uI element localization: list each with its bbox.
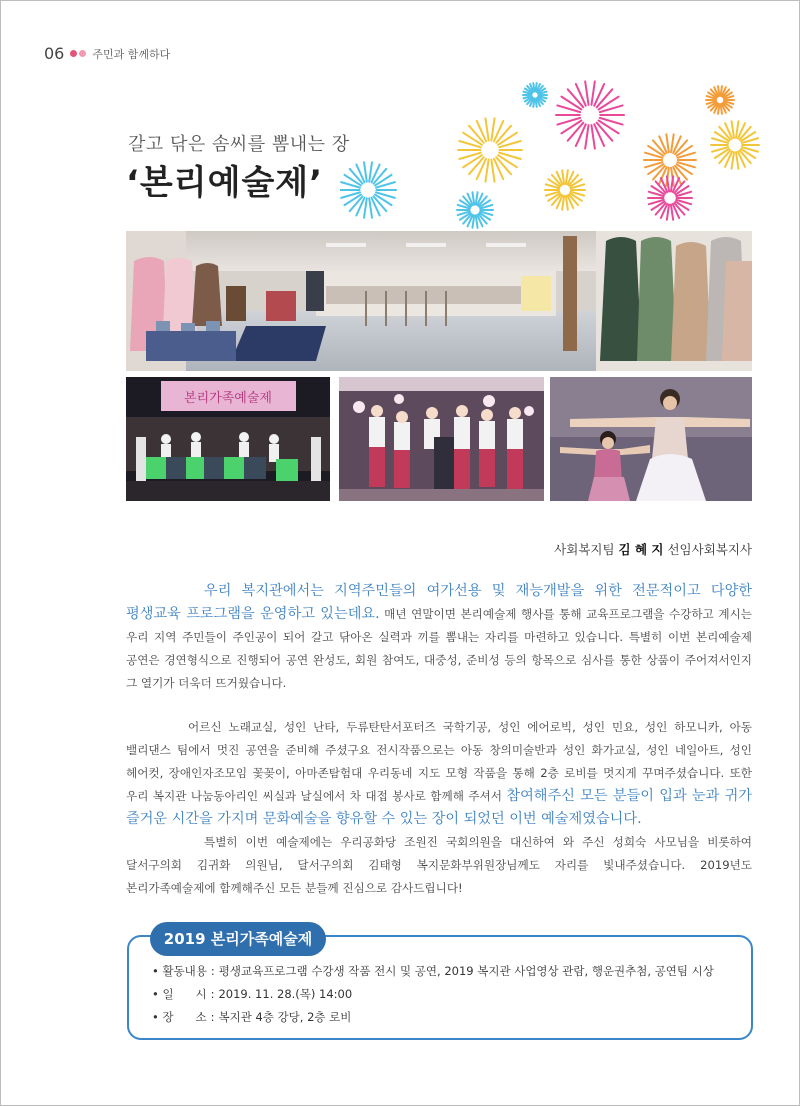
info-list	[152, 963, 714, 1032]
info-label: 일 시	[162, 987, 207, 1001]
info-item-activity: • 활동내용 : 평생교육프로그램 수강생 작품 전시 및 공연, 2019 복지관 사업영상 관람, 행운권추첨, 공연팀 시상	[152, 963, 714, 986]
paragraph-1-text: 매년 연말이면 본리예술제 행사를 통해 교육프로그램을 수강하고 계시는 우리 지역 주민들이 주인공이 되어 갈고 닦아온 실력과 끼를 뽐내는 자리를 마련하고 있습니다. 특별히 이번 본리예술제 공연은 경연형식으로 진행되어 공연 완성도, 회원 참여도, 대중성, 준비성 등의 항목으로 심사를 통한 상품이 주어져서인지 그 열기가 더욱더 뜨거웠습니다.	[126, 607, 752, 690]
paragraph-3-text: 특별히 이번 예술제에는 우리공화당 조원진 국회의원을 대신하여 와 주신 성희숙 사모님을 비롯하여 달서구의회 김귀화 의원님, 달서구의회 김태형 복지문화부위원장님께도 자리를 빛내주셨습니다. 2019년도 본리가족예술제에 함께해주신 모든 분들께 진심으로 감사드립니다!	[126, 835, 752, 895]
article-title: ‘본리예술제’	[126, 163, 324, 203]
info-value: 2019. 11. 28.(목) 14:00	[218, 987, 353, 1001]
byline-role: 선임사회복지사	[667, 542, 752, 557]
fireworks-decoration	[340, 80, 760, 230]
byline-team: 사회복지팀	[554, 542, 615, 557]
info-value: 평생교육프로그램 수강생 작품 전시 및 공연, 2019 복지관 사업영상 관람, 행운권추첨, 공연팀 시상	[218, 964, 714, 978]
page-number: 06	[44, 44, 65, 63]
info-label: 활동내용	[162, 964, 207, 978]
info-item-place: • 장 소 : 복지관 4층 강당, 2층 로비	[152, 1009, 714, 1032]
paragraph-2	[126, 716, 752, 900]
belly-dance-photo	[550, 377, 752, 501]
paragraph-2-highlight: 참여해주신 모든 분들이 입과 눈과 귀가 즐거운 시간을 가지며 문화예술을 향유할 수 있는 장이 되었던 이번 예술제였습니다.	[126, 788, 752, 827]
exhibition-hall-photo	[126, 231, 752, 371]
article-subtitle: 갈고 닦은 솜씨를 뽐내는 장	[128, 134, 350, 155]
stage-banner-text: 본리가족예술제	[184, 391, 272, 406]
section-title: 주민과 함께하다	[92, 47, 171, 61]
byline	[554, 540, 752, 558]
info-label: 장 소	[162, 1010, 207, 1024]
paragraph-2-text: 어르신 노래교실, 성인 난타, 두류탄탄서포터즈 국학기공, 성인 에어로빅, 성인 민요, 성인 하모니카, 아동 밸리댄스 팀에서 멋진 공연을 준비해 주셨구요 전시작품으로는 아동 창의미술반과 성인 화가교실, 성인 네일아트, 성인 헤어컷, 장애인자조모임 꽃꽂이, 아마존탐험대 우리동네 지도 모형 작품을 통해 2층 로비를 멋지게 꾸며주셨습니다. 또한 우리 복지관 나눔동아리인 씨실과 날실에서 차 대접 봉사로 함께해 주셔서	[126, 720, 752, 803]
paragraph-1-highlight: 우리 복지관에서는 지역주민들의 여가선용 및 재능개발을 위한 전문적이고 다양한 평생교육 프로그램을 운영하고 있는데요.	[126, 583, 752, 622]
page-header	[44, 44, 170, 63]
paragraph-1	[126, 580, 752, 695]
drum-performance-photo	[126, 377, 330, 501]
info-box-title: 2019 본리가족예술제	[150, 922, 326, 956]
byline-name: 김 혜 지	[618, 542, 664, 557]
info-value: 복지관 4층 강당, 2층 로비	[218, 1010, 352, 1024]
info-item-date: • 일 시 : 2019. 11. 28.(목) 14:00	[152, 986, 714, 1009]
dance-group-photo	[339, 377, 544, 501]
header-dots-icon	[70, 50, 86, 57]
